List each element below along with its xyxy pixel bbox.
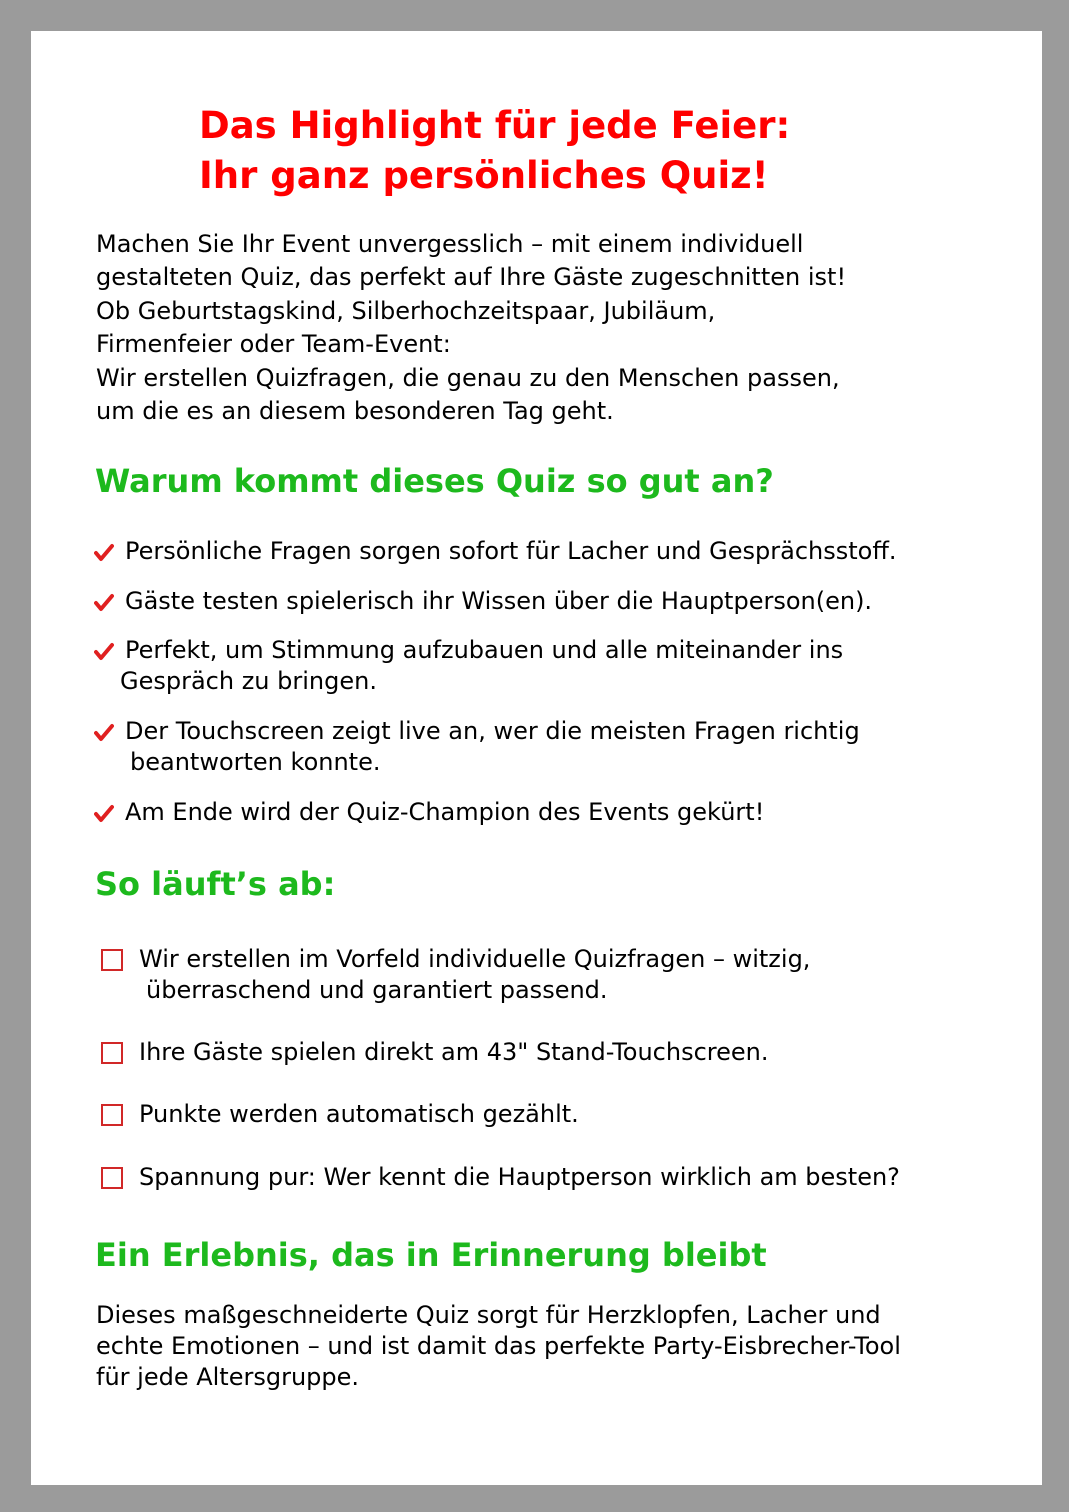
check-icon [94, 804, 114, 824]
step-text: Ihre Gäste spielen direkt am 43" Stand-Touchscreen. [139, 1038, 769, 1066]
check-icon [94, 723, 114, 743]
check-icon [94, 593, 114, 613]
benefit-item [125, 536, 897, 567]
step-text: überraschend und garantiert passend. [146, 976, 608, 1004]
intro-line: Firmenfeier oder Team-Event: [96, 330, 451, 359]
benefit-text: Gäste testen spielerisch ihr Wissen über die Hauptperson(en). [125, 587, 873, 615]
checkbox-icon [101, 1104, 123, 1126]
check-icon [94, 642, 114, 662]
benefit-item-continued [130, 747, 380, 778]
step-item [139, 1037, 769, 1068]
step-text: Spannung pur: Wer kennt die Hauptperson wirklich am besten? [139, 1163, 900, 1191]
step-item [139, 1162, 900, 1193]
benefit-text: Gespräch zu bringen. [120, 667, 377, 695]
intro-line: gestalteten Quiz, das perfekt auf Ihre Gäste zugeschnitten ist! [96, 263, 847, 292]
benefit-text: Der Touchscreen zeigt live an, wer die meisten Fragen richtig [125, 717, 860, 745]
step-text: Punkte werden automatisch gezählt. [139, 1100, 579, 1128]
title-line-2: Ihr ganz persönliches Quiz! [199, 154, 769, 197]
step-item-continued [146, 975, 608, 1006]
benefit-item [125, 797, 764, 828]
title-line-1: Das Highlight für jede Feier: [199, 104, 791, 147]
benefit-text: Perfekt, um Stimmung aufzubauen und alle miteinander ins [125, 636, 844, 664]
flyer-page [31, 31, 1042, 1485]
checkbox-icon [101, 949, 123, 971]
check-icon [94, 543, 114, 563]
intro-line: Wir erstellen Quizfragen, die genau zu den Menschen passen, [96, 363, 840, 392]
benefit-item-continued [120, 666, 377, 697]
intro-line: Ob Geburtstagskind, Silberhochzeitspaar, Jubiläum, [96, 296, 716, 325]
benefit-text: Am Ende wird der Quiz-Champion des Events gekürt! [125, 798, 765, 826]
outro-line: Dieses maßgeschneiderte Quiz sorgt für Herzklopfen, Lacher und [96, 1301, 881, 1329]
intro-line: Machen Sie Ihr Event unvergesslich – mit einem individuell [96, 230, 804, 258]
intro-line: um die es an diesem besonderen Tag geht. [96, 397, 614, 426]
benefit-item [125, 586, 872, 617]
step-text: Wir erstellen im Vorfeld individuelle Quizfragen – witzig, [139, 945, 811, 973]
outro-line: echte Emotionen – und ist damit das perfekte Party-Eisbrecher-Tool [96, 1332, 901, 1360]
page-title [199, 101, 790, 201]
outro-heading: Ein Erlebnis, das in Erinnerung bleibt [95, 1236, 767, 1274]
steps-heading: So läuft’s ab: [95, 865, 336, 903]
benefit-text: Persönliche Fragen sorgen sofort für Lacher und Gesprächsstoff. [125, 537, 897, 565]
step-item [139, 944, 810, 975]
benefit-item [125, 635, 843, 666]
outro-paragraph [96, 1300, 1016, 1393]
step-item [139, 1099, 579, 1130]
intro-paragraph [96, 228, 1016, 428]
benefit-item [125, 716, 860, 747]
why-heading: Warum kommt dieses Quiz so gut an? [95, 462, 774, 500]
checkbox-icon [101, 1167, 123, 1189]
outro-line: für jede Altersgruppe. [96, 1363, 360, 1391]
checkbox-icon [101, 1042, 123, 1064]
benefit-text: beantworten konnte. [130, 748, 381, 776]
